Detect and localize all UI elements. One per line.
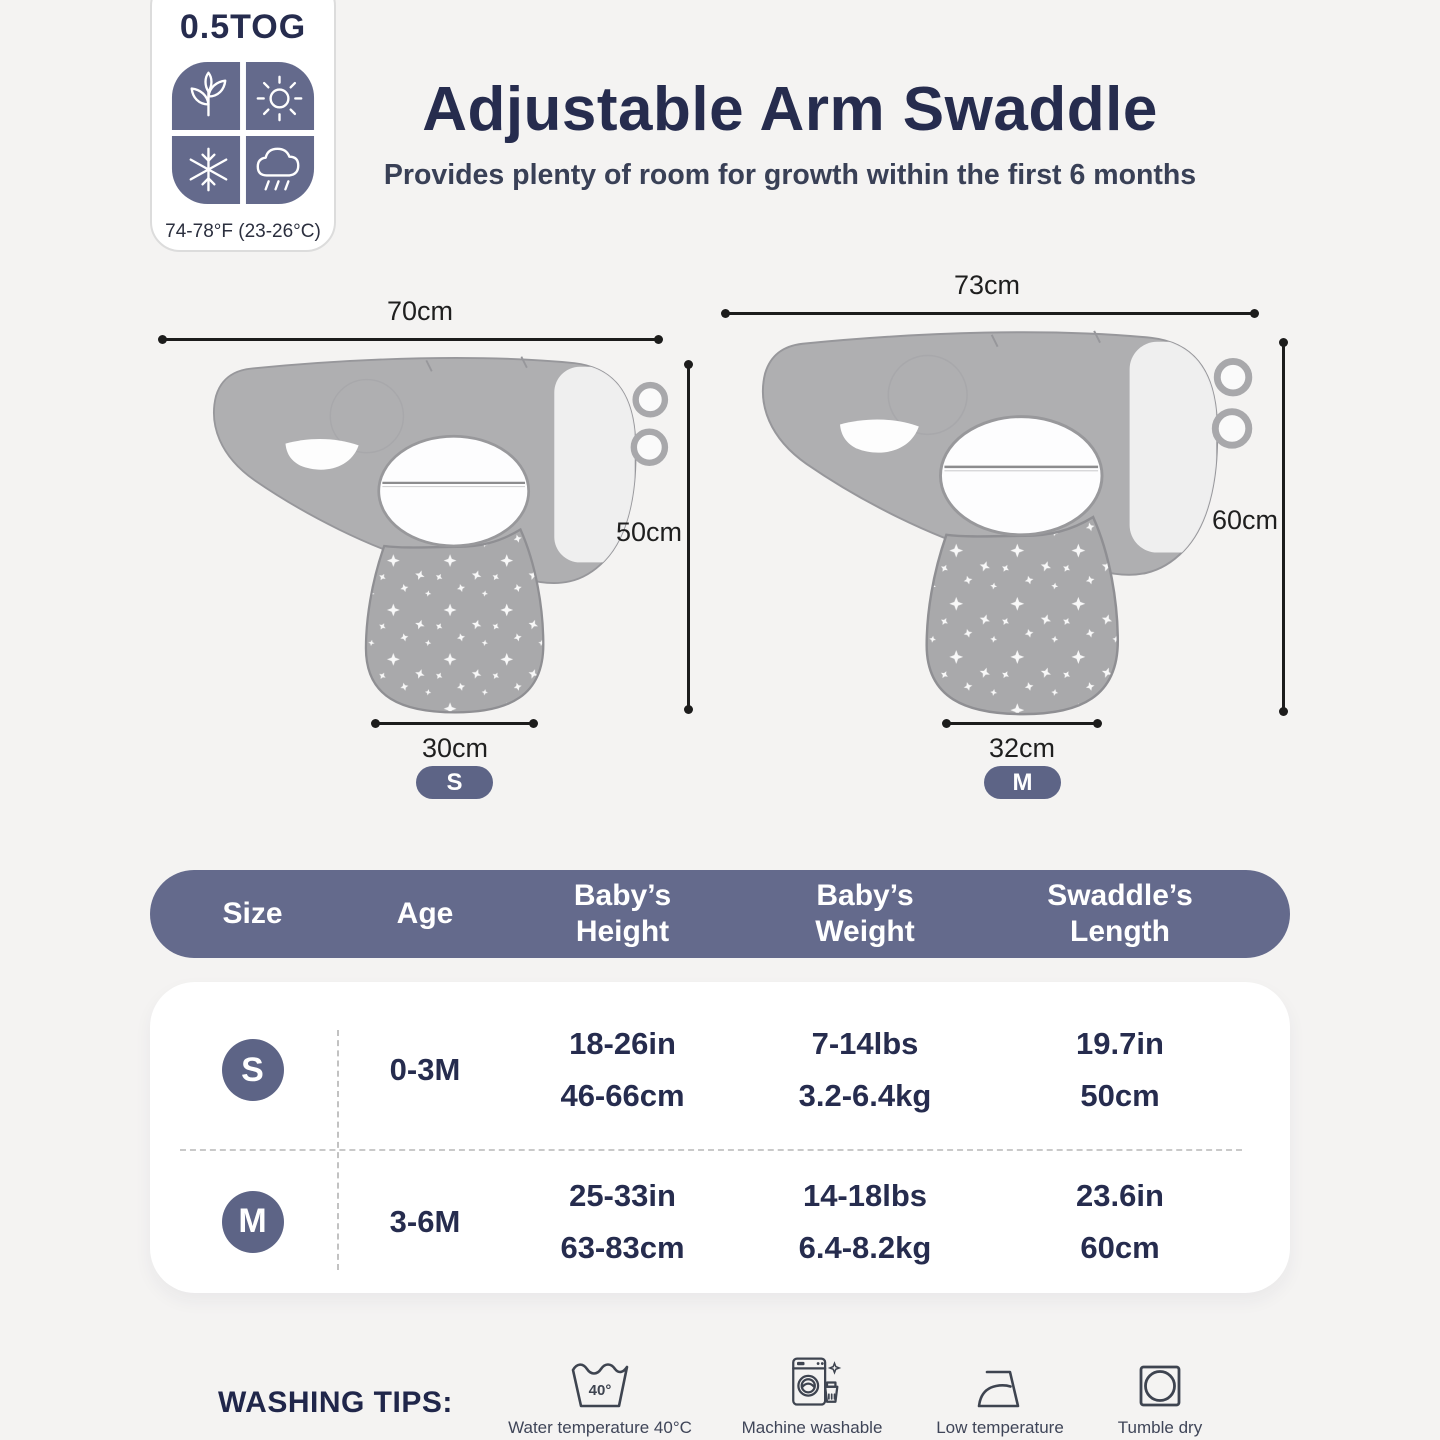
height-inches: 18-26in bbox=[569, 1026, 676, 1061]
column-header-line: Length bbox=[1070, 915, 1170, 948]
washing-tips-title: WASHING TIPS: bbox=[218, 1386, 453, 1419]
basin-temperature-text: 40° bbox=[588, 1382, 612, 1399]
size-badge-s: S bbox=[222, 1039, 284, 1101]
wash-basin-icon bbox=[568, 1354, 632, 1412]
height-cell bbox=[495, 1150, 750, 1293]
length-cell bbox=[980, 990, 1260, 1150]
column-header-line: Age bbox=[396, 897, 454, 930]
age-cell bbox=[355, 990, 495, 1150]
season-icon-grid bbox=[169, 59, 317, 207]
temperature-range-text: 74-78°F (23-26°C) bbox=[165, 221, 321, 242]
column-header-line: Size bbox=[222, 897, 283, 930]
s-top-width-line bbox=[160, 338, 661, 341]
size-pill-s: S bbox=[416, 766, 493, 799]
height-cell bbox=[495, 990, 750, 1150]
age-cell bbox=[355, 1150, 495, 1293]
washing-tip-item bbox=[500, 1348, 700, 1438]
column-header-age bbox=[355, 870, 495, 958]
column-header-size bbox=[150, 870, 355, 958]
age-value: 3-6M bbox=[389, 1203, 461, 1239]
size-pill-m: M bbox=[984, 766, 1061, 799]
weight-pounds: 14-18lbs bbox=[802, 1177, 928, 1213]
tumble-dry-icon bbox=[1134, 1360, 1186, 1412]
column-header-line: Weight bbox=[815, 915, 915, 948]
length-centimeters: 60cm bbox=[1080, 1229, 1160, 1265]
tog-rating-badge bbox=[150, 0, 336, 252]
tog-rating-text: 0.5TOG bbox=[179, 8, 307, 46]
size-table-header bbox=[150, 870, 1290, 958]
size-badge-cell bbox=[150, 990, 355, 1150]
fastener-loop-icon bbox=[1215, 412, 1248, 445]
weight-kilograms: 6.4-8.2kg bbox=[798, 1229, 932, 1265]
length-inches: 23.6in bbox=[1076, 1177, 1164, 1213]
height-centimeters: 63-83cm bbox=[560, 1229, 685, 1265]
washing-tip-item bbox=[712, 1348, 912, 1438]
weight-pounds: 7-14lbs bbox=[811, 1026, 919, 1061]
column-header-line: Height bbox=[575, 915, 670, 948]
iron-icon bbox=[973, 1360, 1027, 1412]
column-header-line: Baby’s bbox=[573, 879, 672, 912]
washing-tip-item bbox=[1060, 1348, 1260, 1438]
swaddle-pouch-stars bbox=[927, 517, 1118, 714]
m-top-width-line bbox=[723, 312, 1257, 315]
sparkle-icon bbox=[830, 1363, 839, 1372]
fastener-loop-icon bbox=[636, 385, 665, 414]
height-centimeters: 46-66cm bbox=[560, 1078, 685, 1113]
wash-icon-box bbox=[568, 1348, 632, 1412]
weight-cell bbox=[750, 990, 980, 1150]
m-bottom-width-label: 32cm bbox=[988, 733, 1056, 763]
weight-cell bbox=[750, 1150, 980, 1293]
wash-icon-box bbox=[973, 1348, 1027, 1412]
m-height-label: 60cm bbox=[1211, 505, 1278, 535]
s-top-width-label: 70cm bbox=[386, 296, 454, 326]
table-row-s bbox=[150, 990, 1290, 1150]
length-centimeters: 50cm bbox=[1080, 1078, 1160, 1113]
s-bottom-width-label: 30cm bbox=[421, 733, 489, 763]
column-header-baby-weight bbox=[750, 870, 980, 958]
washing-tip-label: Low temperature bbox=[936, 1418, 1064, 1437]
page-subtitle: Provides plenty of room for growth within the first 6 months bbox=[383, 159, 1197, 191]
washing-tip-label: Machine washable bbox=[741, 1418, 883, 1437]
size-badge-m: M bbox=[222, 1191, 284, 1253]
column-header-baby-height bbox=[495, 870, 750, 958]
s-bottom-width-line bbox=[373, 722, 536, 725]
m-height-line bbox=[1282, 340, 1285, 714]
age-value: 0-3M bbox=[389, 1052, 461, 1087]
s-height-label: 50cm bbox=[615, 517, 682, 547]
washing-machine-icon bbox=[780, 1352, 844, 1412]
wash-icon-box bbox=[780, 1348, 844, 1412]
weight-kilograms: 3.2-6.4kg bbox=[798, 1078, 932, 1113]
column-header-swaddle-length bbox=[980, 870, 1260, 958]
m-bottom-width-line bbox=[944, 722, 1100, 725]
size-badge-cell bbox=[150, 1150, 355, 1293]
washing-tip-label: Tumble dry bbox=[1117, 1418, 1203, 1437]
header-block bbox=[340, 74, 1240, 192]
height-inches: 25-33in bbox=[569, 1177, 676, 1213]
fastener-loop-icon bbox=[1217, 361, 1249, 393]
swaddle-pouch-stars bbox=[366, 530, 543, 713]
column-header-line: Swaddle’s bbox=[1047, 879, 1193, 912]
table-row-m bbox=[150, 1150, 1290, 1293]
column-header-line: Baby’s bbox=[816, 879, 914, 912]
fastener-loop-icon bbox=[634, 432, 665, 463]
length-inches: 19.7in bbox=[1076, 1026, 1164, 1061]
washing-tip-label: Water temperature 40°C bbox=[508, 1418, 692, 1437]
m-top-width-label: 73cm bbox=[953, 270, 1021, 300]
length-cell bbox=[980, 1150, 1260, 1293]
table-horizontal-divider bbox=[180, 1149, 1242, 1151]
page-title: Adjustable Arm Swaddle bbox=[422, 75, 1158, 144]
wash-icon-box bbox=[1134, 1348, 1186, 1412]
s-height-line bbox=[687, 362, 690, 712]
